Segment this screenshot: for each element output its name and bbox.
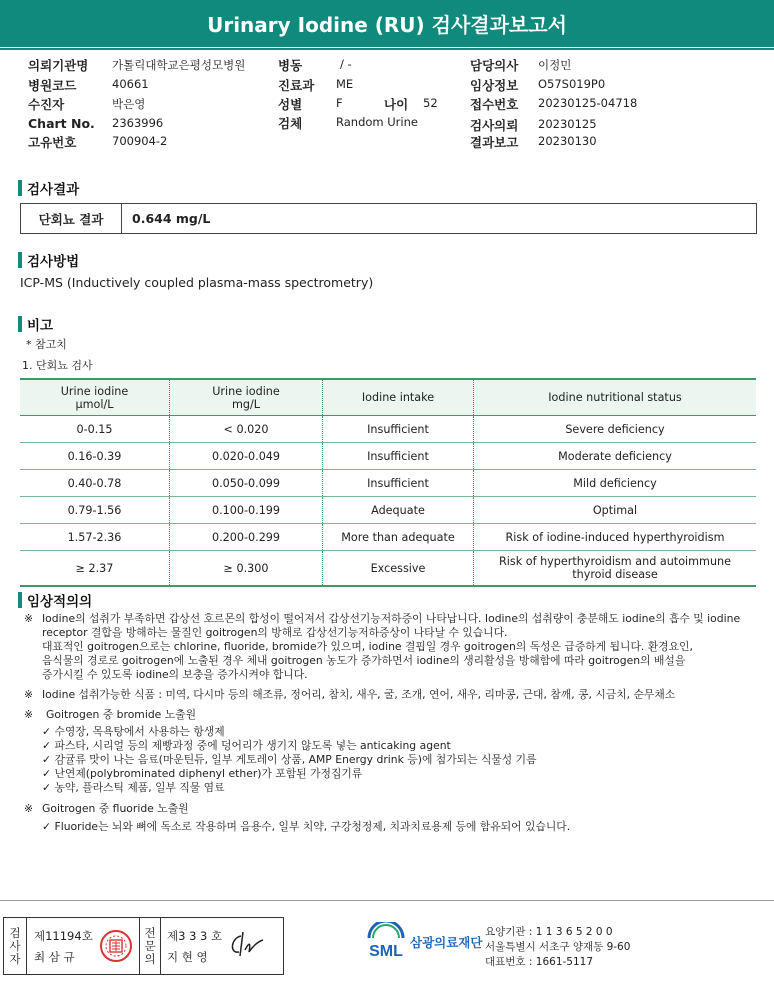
info-doctor-value: 이정민 (538, 58, 572, 72)
remarks-note-reference: * 참고치 (26, 338, 67, 351)
info-department-value: ME (336, 77, 354, 91)
signature-box (3, 917, 284, 975)
list-item: ✓ 난연제(polybrominated diphenyl ether)가 포함된 가정집기류 (42, 767, 363, 780)
table-cell: Mild deficiency (474, 470, 757, 497)
clinical-line: Iodine 섭취가능한 식품 : 미역, 다시마 등의 해조류, 정어리, 참치, 새우, 굴, 조개, 연어, 새우, 리마콩, 근대, 참깨, 콩, 시금치, 순무채소 (42, 688, 676, 701)
list-item: ✓ 수영장, 목욕탕에서 사용하는 항생제 (42, 725, 225, 738)
clinical-line: 음식물의 경로로 goitrogen에 노출된 경우 체내 goitrogen 농도가 증가하면서 iodine의 생리활성을 방해함에 따라 goitrogen의 배설을 (42, 654, 686, 667)
table-cell: 0.050-0.099 (170, 470, 323, 497)
list-item: ✓ Fluoride는 뇌와 뼈에 독소로 작용하며 음용수, 일부 치약, 구강청정제, 치과치료용제 등에 함유되어 있습니다. (42, 820, 571, 833)
info-age: 나이 (384, 97, 409, 112)
specialist-name: 지 현 영 (167, 950, 208, 964)
section-remarks-heading: 비고 (18, 314, 53, 334)
table-cell: 0.200-0.299 (170, 524, 323, 551)
result-value: 0.644 mg/L (132, 211, 211, 226)
table-cell: Adequate (323, 497, 474, 524)
table-cell: 0.100-0.199 (170, 497, 323, 524)
info-patient-value: 박은영 (112, 97, 146, 111)
table-cell: 1.57-2.36 (20, 524, 170, 551)
table-cell: < 0.020 (170, 416, 323, 443)
reference-mark-icon: ※ (24, 612, 34, 625)
section-bar-icon (18, 180, 22, 196)
footer-divider (0, 900, 774, 901)
info-reception-no-value: 20230125-04718 (538, 96, 638, 110)
report-title-bar (0, 0, 774, 47)
remarks-note-single-urine: 1. 단회뇨 검사 (22, 359, 93, 372)
info-reception-no: 접수번호 (470, 97, 519, 112)
table-cell: 0.79-1.56 (20, 497, 170, 524)
contact-line-address: 서울특별시 서초구 양재동 9-60 (485, 941, 631, 953)
table-header-status: Iodine nutritional status (474, 379, 757, 416)
table-cell: Severe deficiency (474, 416, 757, 443)
table-header-intake: Iodine intake (323, 379, 474, 416)
list-item: ✓ 농약, 플라스틱 제품, 일부 직물 염료 (42, 781, 225, 794)
info-specimen-value: Random Urine (336, 115, 418, 129)
info-sex: 성별 (278, 97, 303, 112)
list-item: ✓ 감귤류 맛이 나는 음료(마운틴듀, 일부 게토레이 상품, AMP Energy drink 등)에 첨가되는 식물성 기름 (42, 753, 537, 766)
table-cell: Insufficient (323, 470, 474, 497)
section-bar-icon (18, 316, 22, 332)
contact-info (485, 925, 630, 970)
specialist-license: 제3 3 3 호 (167, 929, 223, 943)
info-ward: 병동 (278, 58, 303, 73)
clinical-line: 증가시킬 수 있도록 iodine의 보충을 증가시켜야 합니다. (42, 668, 308, 681)
inspector-license: 제11194호 (34, 929, 93, 943)
sml-logo-icon (365, 922, 407, 962)
clinical-line: receptor 결합을 방해하는 물질인 goitrogen의 방해로 갑상선기능저하증상이 나타날 수 있습니다. (42, 626, 508, 639)
clinical-paragraph-1 (24, 612, 754, 682)
info-specimen: 검체 (278, 116, 303, 131)
table-row (20, 416, 756, 443)
info-clinical-info-value: O57S019P0 (538, 77, 606, 91)
info-unique-no: 고유번호 (28, 135, 77, 150)
clinical-content (24, 612, 754, 834)
info-hospital-code-value: 40661 (112, 77, 149, 91)
title-underline (0, 48, 774, 50)
section-method-heading: 검사방법 (18, 250, 79, 270)
info-age-value: 52 (423, 96, 438, 110)
info-institution: 의뢰기관명 (28, 58, 89, 73)
report-title: Urinary Iodine (RU) 검사결과보고서 (207, 13, 567, 37)
info-sex-value: F (336, 96, 343, 110)
info-hospital-code: 병원코드 (28, 78, 77, 93)
table-cell: Risk of iodine-induced hyperthyroidism (474, 524, 757, 551)
contact-line-code: 요양기관 : 1 1 3 6 5 2 0 0 (485, 926, 613, 938)
table-cell: 0.16-0.39 (20, 443, 170, 470)
contact-line-phone: 대표번호 : 1661-5117 (485, 956, 594, 968)
method-text: ICP-MS (Inductively coupled plasma-mass spectrometry) (20, 275, 374, 290)
specialist-cell (161, 918, 283, 974)
clinical-fluoride-title: ※ Goitrogen 중 fluoride 노출원 (24, 802, 189, 815)
clinical-bromide-list (24, 725, 754, 795)
seal-stamp-icon (99, 929, 133, 963)
info-request-date: 검사의뢰 (470, 118, 519, 133)
table-row (20, 551, 756, 587)
table-cell: Excessive (323, 551, 474, 587)
specialist-label: 전 문 의 (140, 918, 161, 974)
section-result-heading: 검사결과 (18, 178, 79, 198)
table-cell: More than adequate (323, 524, 474, 551)
info-chart-no-value: 2363996 (112, 116, 164, 130)
reference-mark-icon: ※ (24, 708, 34, 721)
clinical-paragraph-2 (24, 688, 754, 702)
table-cell: Insufficient (323, 443, 474, 470)
info-department: 진료과 (278, 78, 315, 93)
result-box (20, 203, 757, 234)
table-cell: 0.40-0.78 (20, 470, 170, 497)
reference-table (20, 378, 756, 587)
info-request-date-value: 20230125 (538, 117, 597, 131)
table-row (20, 497, 756, 524)
table-cell: 0-0.15 (20, 416, 170, 443)
table-cell: ≥ 0.300 (170, 551, 323, 587)
info-doctor: 담당의사 (470, 58, 519, 73)
table-cell: 0.020-0.049 (170, 443, 323, 470)
info-clinical-info: 임상정보 (470, 78, 519, 93)
inspector-label: 검 사 자 (4, 918, 27, 974)
section-clinical-heading: 임상적의의 (18, 590, 92, 610)
table-row (20, 524, 756, 551)
info-chart-no: Chart No. (28, 116, 95, 131)
table-cell: Risk of hyperthyroidism and autoimmune thyroid disease (474, 551, 757, 587)
info-institution-value: 가톨릭대학교은평성모병원 (112, 58, 246, 72)
info-report-date: 결과보고 (470, 135, 519, 150)
table-header-umol: Urine iodine μmol/L (20, 379, 170, 416)
info-unique-no-value: 700904-2 (112, 134, 168, 148)
section-bar-icon (18, 252, 22, 268)
reference-mark-icon: ※ (24, 688, 34, 701)
clinical-line: 대표적인 goitrogen으로는 chlorine, fluoride, bromide가 있으며, iodine 결핍일 경우 goitrogen의 독성은 급증하게 됩니다. 환경요인, (42, 640, 693, 653)
sml-logo (365, 922, 482, 962)
clinical-line: Iodine의 섭취가 부족하면 갑상선 호르몬의 합성이 떨어져서 갑상선기능저하증이 나타납니다. Iodine의 섭취량이 충분해도 iodine의 흡수 및 iodine (42, 612, 741, 625)
result-label: 단회뇨 결과 (21, 204, 122, 233)
table-cell: Optimal (474, 497, 757, 524)
list-item: ✓ 파스타, 시리얼 등의 제빵과정 중에 덩어리가 생기지 않도록 넣는 anticaking agent (42, 739, 451, 752)
info-ward-value: / - (340, 57, 352, 71)
table-cell: ≥ 2.37 (20, 551, 170, 587)
table-header-mgl: Urine iodine mg/L (170, 379, 323, 416)
section-bar-icon (18, 592, 22, 608)
inspector-name: 최 삼 규 (34, 950, 75, 964)
info-report-date-value: 20230130 (538, 134, 597, 148)
org-name: 삼광의료재단 (410, 935, 483, 950)
signature-icon (227, 930, 267, 960)
info-patient: 수진자 (28, 97, 65, 112)
reference-mark-icon: ※ (24, 802, 34, 815)
table-row (20, 470, 756, 497)
table-row (20, 443, 756, 470)
clinical-bromide-title: ※ Goitrogen 중 bromide 노출원 (24, 708, 197, 721)
svg-text:SML: SML (369, 943, 403, 960)
table-header-row (20, 379, 756, 416)
table-cell: Moderate deficiency (474, 443, 757, 470)
clinical-fluoride-list (24, 820, 754, 834)
table-cell: Insufficient (323, 416, 474, 443)
inspector-cell (27, 918, 140, 974)
